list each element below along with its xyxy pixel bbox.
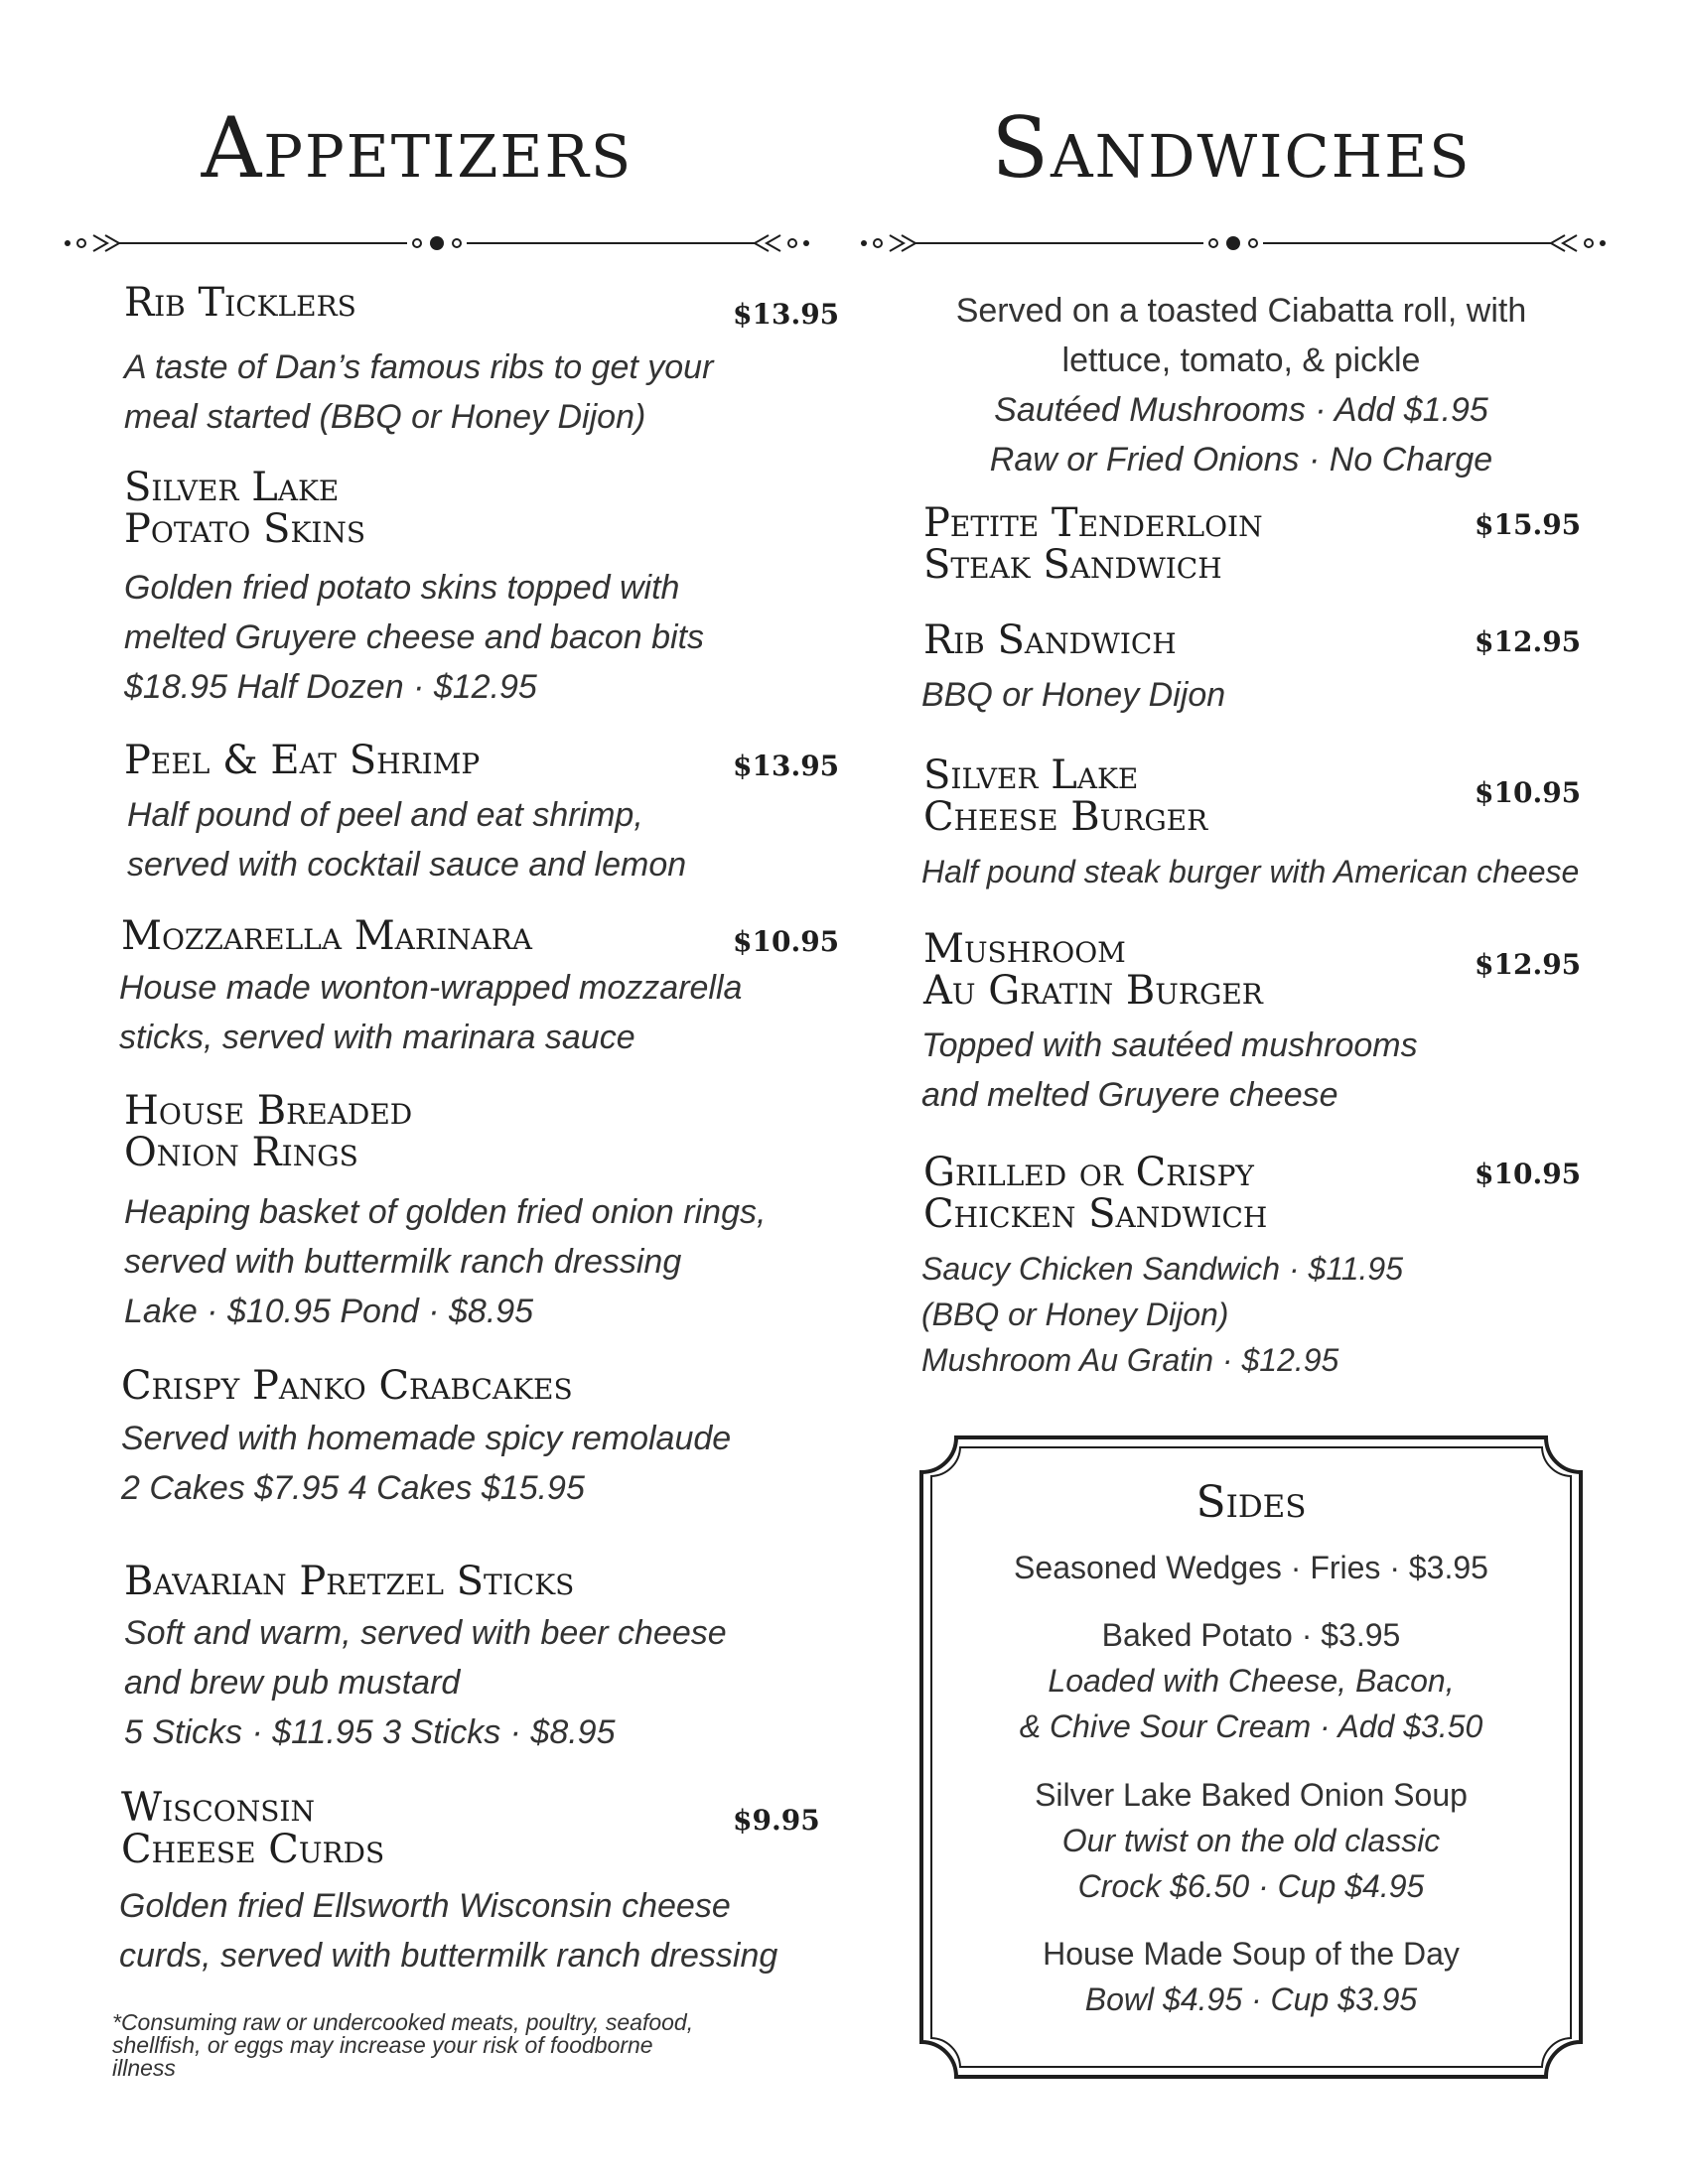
appetizer-name: Silver Lake Potato Skins [124, 465, 366, 552]
appetizer-name: Rib Ticklers [124, 280, 356, 326]
appetizer-name: Crispy Panko Crabcakes [121, 1363, 573, 1409]
side-item: Seasoned Wedges · Fries · $3.95 [1014, 1550, 1488, 1585]
side-item: Silver Lake Baked Onion Soup Our twist on the old classic Crock $6.50 · Cup $4.95 [1035, 1777, 1468, 1904]
food-safety-disclaimer: *Consuming raw or undercooked meats, poultry, seafood, shellfish, or eggs may increase your risk of foodborne illness [112, 2009, 694, 2081]
sandwich-name: Rib Sandwich [923, 617, 1177, 663]
sandwiches-divider-ornament [856, 223, 1611, 263]
sides-heading: Sides [1196, 1477, 1307, 1528]
appetizer-price: $13.95 [733, 750, 840, 782]
appetizers-heading: Appetizers [201, 99, 633, 197]
sandwiches-heading: Sandwiches [991, 99, 1472, 197]
appetizer-name: Bavarian Pretzel Sticks [124, 1559, 575, 1604]
sandwich-price: $10.95 [1475, 1158, 1582, 1190]
sandwich-description: Topped with sautéed mushrooms and melted Gruyere cheese [921, 1026, 1418, 1114]
sandwich-description: Half pound steak burger with American cheese [921, 854, 1580, 889]
appetizer-name: Wisconsin Cheese Curds [121, 1785, 385, 1872]
appetizer-description: Heaping basket of golden fried onion rings, served with buttermilk ranch dressing Lake · $10.95 Pond · $8.95 [124, 1193, 767, 1330]
appetizer-price: $10.95 [733, 925, 840, 958]
sandwich-price: $15.95 [1475, 508, 1582, 541]
side-item: House Made Soup of the Day Bowl $4.95 · Cup $3.95 [1043, 1936, 1460, 2017]
sandwich-description: Saucy Chicken Sandwich · $11.95 (BBQ or Honey Dijon) Mushroom Au Gratin · $12.95 [921, 1251, 1404, 1378]
sandwich-price: $12.95 [1475, 948, 1582, 981]
appetizer-description: Half pound of peel and eat shrimp, served with cocktail sauce and lemon [127, 796, 687, 884]
appetizer-name: Mozzarella Marinara [121, 913, 533, 959]
sandwich-name: Silver Lake Cheese Burger [923, 752, 1208, 840]
sandwich-description: BBQ or Honey Dijon [921, 676, 1226, 714]
appetizer-description: Served with homemade spicy remolaude 2 Cakes $7.95 4 Cakes $15.95 [121, 1420, 732, 1507]
appetizer-description: Golden fried Ellsworth Wisconsin cheese curds, served with buttermilk ranch dressing [119, 1887, 778, 1975]
appetizer-description: Golden fried potato skins topped with melted Gruyere cheese and bacon bits $18.95 Half Dozen · $12.95 [124, 569, 705, 706]
sandwich-name: Mushroom Au Gratin Burger [923, 926, 1263, 1014]
appetizer-price: $9.95 [733, 1804, 820, 1837]
side-item: Baked Potato · $3.95 Loaded with Cheese, Bacon, & Chive Sour Cream · Add $3.50 [1019, 1617, 1483, 1744]
appetizer-description: Soft and warm, served with beer cheese and brew pub mustard 5 Sticks · $11.95 3 Sticks · $8.95 [124, 1614, 727, 1751]
appetizer-price: $13.95 [733, 298, 840, 331]
appetizer-description: House made wonton-wrapped mozzarella sticks, served with marinara sauce [119, 969, 743, 1056]
appetizers-divider-ornament [60, 223, 814, 263]
appetizer-name: House Breaded Onion Rings [124, 1088, 413, 1175]
sandwich-price: $10.95 [1475, 776, 1582, 809]
sandwich-name: Petite Tenderloin Steak Sandwich [923, 500, 1263, 588]
sandwich-name: Grilled or Crispy Chicken Sandwich [923, 1150, 1268, 1237]
appetizer-description: A taste of Dan’s famous ribs to get your meal started (BBQ or Honey Dijon) [124, 348, 714, 436]
sandwich-price: $12.95 [1475, 625, 1582, 658]
sandwiches-intro: Served on a toasted Ciabatta roll, with lettuce, tomato, & pickle Sautéed Mushrooms · Add $1.95 Raw or Fried Onions · No Charge [955, 292, 1527, 478]
appetizer-name: Peel & Eat Shrimp [124, 738, 481, 783]
